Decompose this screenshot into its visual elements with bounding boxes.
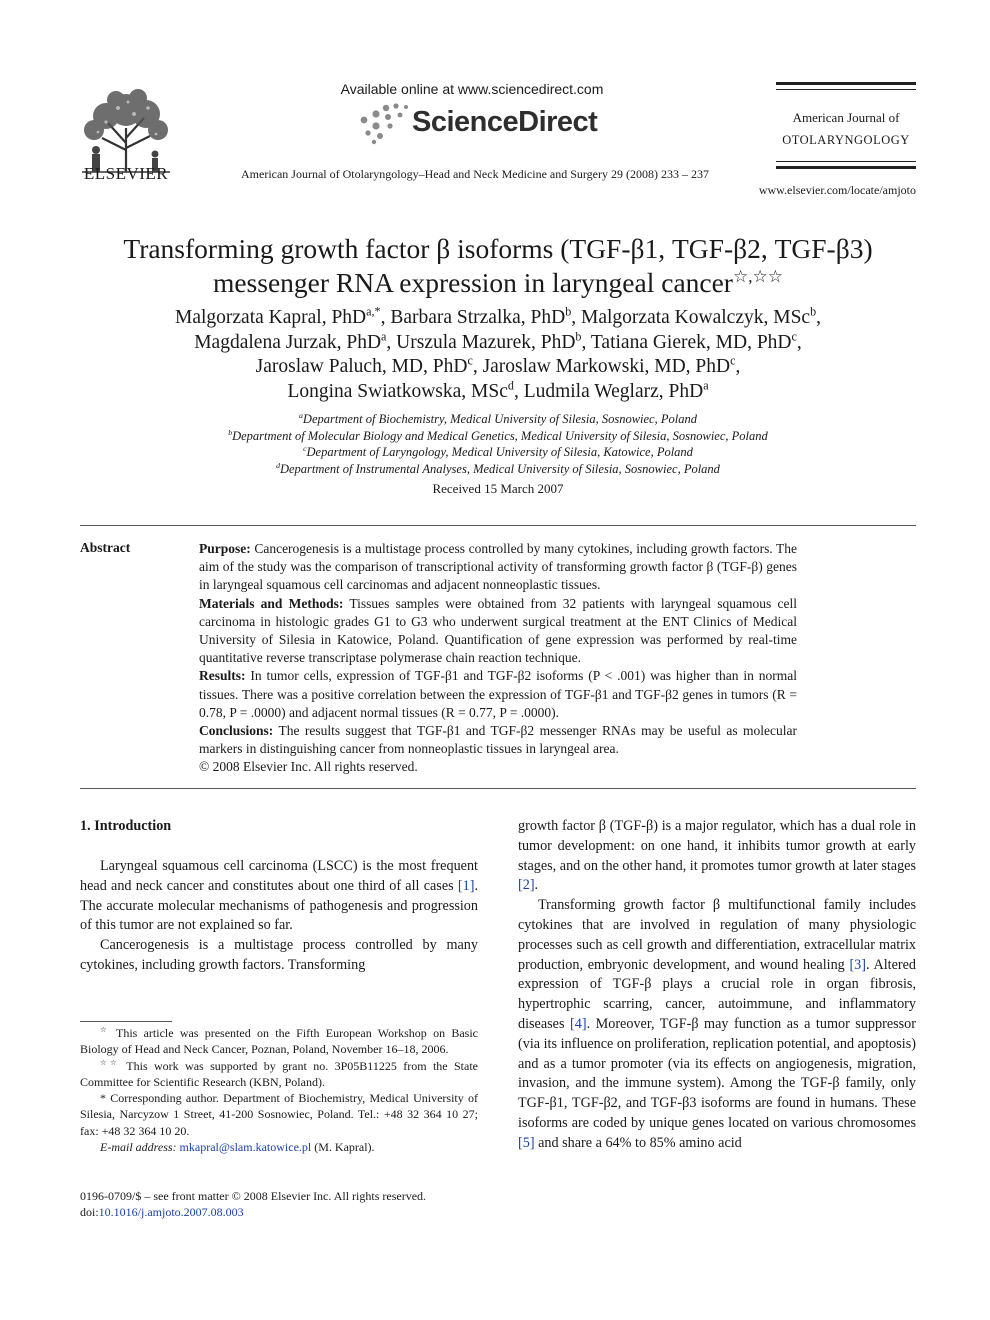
divider — [80, 788, 916, 789]
author-affil-mark[interactable]: a — [381, 329, 387, 343]
footnotes — [80, 1025, 478, 1155]
journal-url-link[interactable]: www.elsevier.com/locate/amjoto — [758, 183, 916, 197]
footnote: ☆ This article was presented on the Fifth European Workshop on Basic Biology of Head and Neck Cancer, Poznan, Poland, November 16–18, 2006. — [80, 1025, 478, 1057]
doi-link[interactable]: 10.1016/j.amjoto.2007.08.003 — [98, 1205, 244, 1220]
sciencedirect-logo — [356, 102, 596, 146]
author-name: Longina Swiatkowska, MSc — [287, 380, 508, 402]
author-name: Urszula Mazurek, PhD — [396, 331, 576, 353]
abstract-label: Abstract — [80, 540, 131, 555]
affiliation-item: $^d$Department of Instrumental Analyses, Medical University of Silesia, Sosnowiec, Poland — [276, 460, 720, 476]
author-affil-mark[interactable]: b — [810, 304, 817, 319]
footnote-email: E-mail address: mkapral@slam.katowice.pl (M. Kapral). — [100, 1140, 375, 1155]
author-affil-mark[interactable]: b — [575, 329, 582, 343]
author-affil-mark[interactable]: b — [565, 304, 572, 319]
journal-citation: American Journal of Otolaryngology–Head and Neck Medicine and Surgery 29 (2008) 233 – 237 — [241, 167, 709, 181]
affiliation-item: $^b$Department of Molecular Biology and Medical Genetics, Medical University of Silesia, Sosnowiec, Poland — [228, 427, 768, 443]
author-list: Malgorzata Kapral, PhD$^{a,*}$, Barbara Strzalka, PhD$^b$, Malgorzata Kowalczyk, MSc$^b$, Magdalena Jurzak, PhD$^a$, Urszula Mazurek, PhD$^b$, Tatiana Gierek, MD, PhD$^c$, Jaroslaw Paluch, MD, PhD$^c$, Jaroslaw Markowski, MD, PhD$^c$, Longina Swiatkowska, MSc$^d$, Ludmila Weglarz, PhD$^a$ — [174, 304, 821, 402]
left-column: Laryngeal squamous cell carcinoma (LSCC) is the most frequent head and neck cancer and constitutes about one third of all cases [1]. The accurate molecular mechanisms of pathogenesis and progression of this tumor are not explained so far. Cancerogenesis is a multistage process controlled by many cytokines, including growth factors. Transforming — [80, 858, 478, 973]
citation-link[interactable]: [4] — [570, 1015, 587, 1032]
citation-link[interactable]: [1] — [457, 877, 475, 894]
title-line1: Transforming growth factor β isoforms (TGF-β1, TGF-β2, TGF-β3) — [123, 233, 873, 264]
section-heading: 1. Introduction — [80, 818, 172, 834]
citation-link[interactable]: [2] — [518, 877, 535, 894]
author-name: Barbara Strzalka, PhD — [390, 307, 566, 328]
affiliation-list — [80, 411, 916, 477]
right-column: growth factor β (TGF-β) is a major regulator, which has a dual role in tumor development: on one hand, it inhibits tumor growth at early stages, and on the other hand, it promotes tumor growth at later stages [2]. Transforming growth factor β multifunctional family includes cytokines that are involved in regulation of many physiologic processes such as cell growth and differentiation, extracellular matrix production, embryonic development, and wound healing [3]. Altered expression of TGF-β plays a crucial role in organ fibrosis, hypertrophic scarring, cancer, autoimmune, and inflammatory diseases [4]. Moreover, TGF-β may function as a tumor suppressor (via its influence on proliferation, replication potential, and apoptosis) and as a tumor promoter (via its effects on angiogenesis, migration, invasion, and the immune system). Among the TGF-β family, only TGF-β1, TGF-β2, and TGF-β3 isoforms are found in humans. These isoforms are coded by unique genes located on various chromosomes [5] and share a 64% to 85% amino acid — [518, 818, 916, 1151]
author-affil-mark[interactable]: a — [703, 378, 709, 392]
author-affil-mark[interactable]: c — [467, 353, 473, 368]
front-matter-notes: 0196-0709/$ – see front matter © 2008 Elsevier Inc. All rights reserved. doi:10.1016/j.amjoto.2007.08.003 — [80, 1188, 500, 1220]
affiliation-item: $^a$Department of Biochemistry, Medical University of Silesia, Sosnowiec, Poland — [299, 410, 697, 426]
author-name: Tatiana Gierek, MD, PhD — [590, 331, 792, 353]
article-title — [80, 232, 916, 300]
author-name: Magdalena Jurzak, PhD — [194, 331, 382, 353]
author-affil-mark[interactable]: c — [730, 353, 736, 368]
author-affil-mark[interactable]: a,* — [366, 304, 381, 319]
journal-name-line2: OTOLARYNGOLOGY — [782, 133, 910, 147]
footnote-divider — [80, 1021, 172, 1022]
author-name: Ludmila Weglarz, PhD — [523, 380, 704, 402]
author-name: Jaroslaw Paluch, MD, PhD — [255, 356, 468, 377]
sciencedirect-wordmark: ScienceDirect — [412, 106, 598, 138]
title-footnote-marks[interactable]: ☆,☆☆ — [732, 266, 784, 286]
citation-link[interactable]: [5] — [518, 1134, 535, 1151]
issn-line: 0196-0709/$ – see front matter © 2008 Elsevier Inc. All rights reserved. — [80, 1189, 427, 1203]
divider — [80, 525, 916, 526]
publisher-name: ELSEVIER — [83, 164, 169, 183]
citation-link[interactable]: [3] — [849, 956, 866, 973]
journal-masthead — [776, 82, 916, 179]
footnote: * Corresponding author. Department of Biochemistry, Medical University of Silesia, Narcyzow 1 Street, 41-200 Sosnowiec, Poland. Tel.: +48 32 364 10 27; fax: +48 32 364 10 20. — [80, 1091, 479, 1138]
copyright-line: © 2008 Elsevier Inc. All rights reserved. — [199, 759, 418, 775]
author-affil-mark[interactable]: c — [791, 329, 797, 343]
title-line2: messenger RNA expression in laryngeal cancer — [212, 267, 733, 298]
received-date: Received 15 March 2007 — [432, 481, 564, 496]
journal-name-line1: American Journal of — [792, 110, 900, 125]
author-name: Malgorzata Kowalczyk, MSc — [581, 307, 811, 328]
available-online-text: Available online at www.sciencedirect.com — [340, 81, 604, 97]
author-name: Jaroslaw Markowski, MD, PhD — [482, 356, 731, 377]
email-link[interactable]: mkapral@slam.katowice.pl — [179, 1140, 312, 1155]
abstract-body: Purpose: Cancerogenesis is a multistage process controlled by many cytokines, including growth factors. The aim of the study was the comparison of transcriptional activity of transforming growth factor β (TGF-β) genes in laryngeal squamous cell carcinomas and adjacent nonneoplastic tissues. Materials and Methods: Tissues samples were obtained from 32 patients with laryngeal squamous cell carcinoma in histologic grades G1 to G3 who underwent surgical treatment at the ENT Clinics of Medical University of Silesia in Katowice, Poland. Quantification of gene expression was performed by real-time quantitative reverse transcriptase polymerase chain reaction technique. Results: In tumor cells, expression of TGF-β1 and TGF-β2 isoforms (P < .001) was higher than in normal tissues. There was a positive correlation between the expression of TGF-β1 and TGF-β2 genes in tumors (R = 0.78, P = .0000) and adjacent normal tissues (R = 0.77, P = .0000). Conclusions: The results suggest that TGF-β1 and TGF-β2 messenger RNAs may be useful as molecular markers in distinguishing cancer from nonneoplastic tissues in laryngeal area. © 2008 Elsevier Inc. All rights reserved. — [199, 540, 797, 777]
footnote: ☆☆ This work was supported by grant no. 3P05B11225 from the State Committee for Scientific Research (KBN, Poland). — [80, 1057, 478, 1089]
author-name: Malgorzata Kapral, PhD — [174, 307, 367, 328]
affiliation-item: $^c$Department of Laryngology, Medical University of Silesia, Katowice, Poland — [303, 443, 693, 459]
author-affil-mark[interactable]: d — [507, 378, 514, 392]
sciencedirect-dots-icon — [356, 102, 416, 146]
